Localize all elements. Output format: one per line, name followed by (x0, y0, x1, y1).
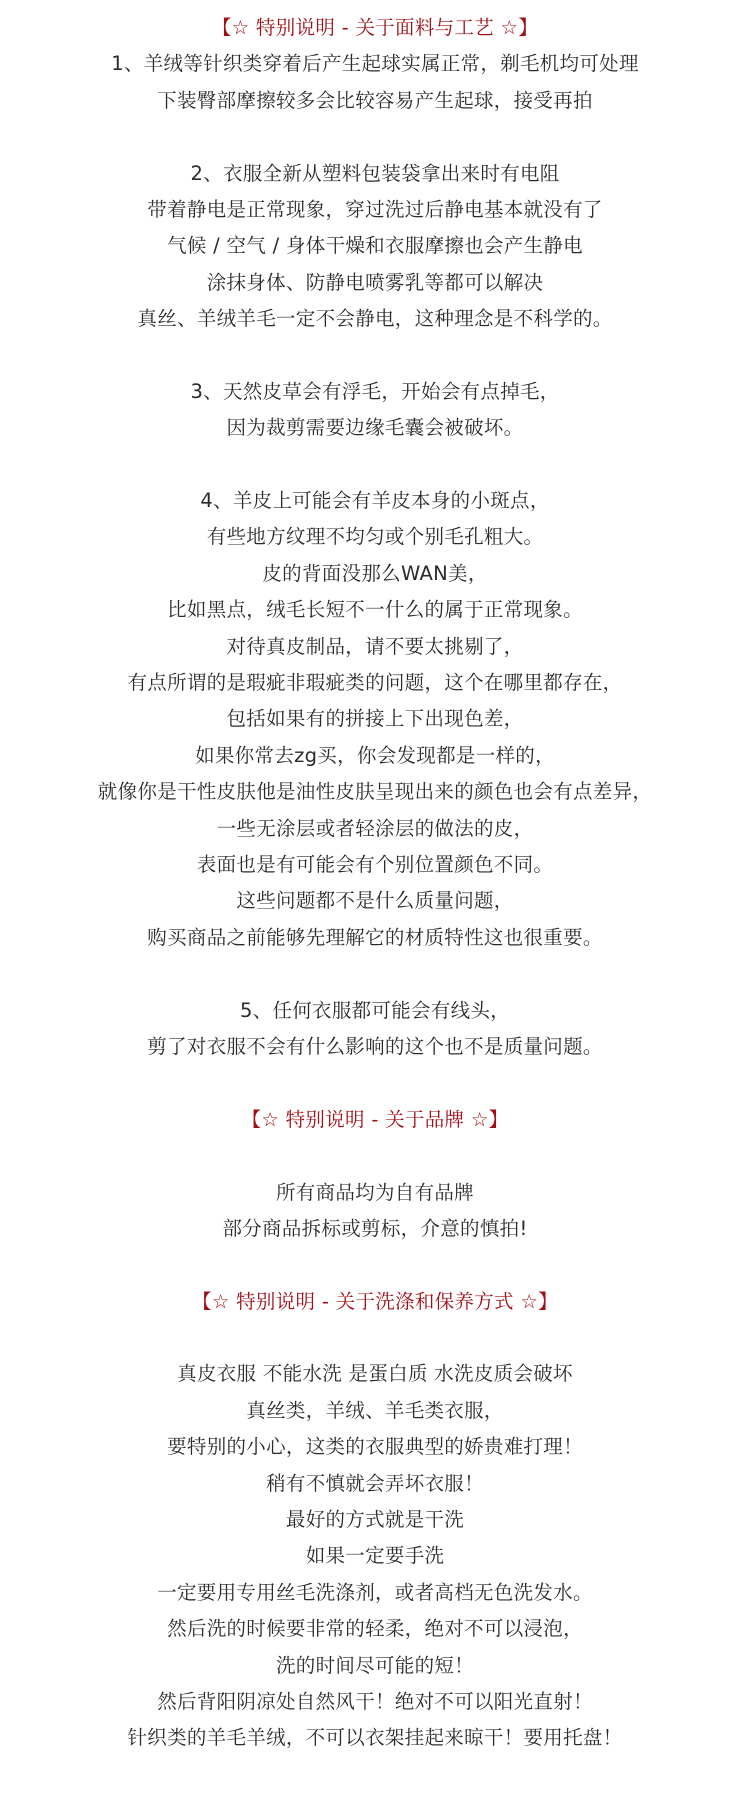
text-line: 比如黑点，绒毛长短不一什么的属于正常现象。 (167, 598, 583, 622)
text-line: 真丝、羊绒羊毛一定不会静电，这种理念是不科学的。 (137, 307, 613, 331)
text-line: 2、衣服全新从塑料包装袋拿出来时有电阻 (190, 161, 560, 185)
text-line: 剪了对衣服不会有什么影响的这个也不是质量问题。 (147, 1034, 603, 1058)
spacer (0, 1320, 750, 1356)
text-line: 如果你常去zg买，你会发现都是一样的， (195, 743, 555, 767)
text-line: 5、任何衣服都可能会有线头， (239, 998, 511, 1022)
spacer (0, 447, 750, 483)
text-line: 部分商品拆标或剪标，介意的慎拍! (222, 1216, 528, 1240)
text-line: 3、天然皮草会有浮毛，开始会有点掉毛， (190, 379, 560, 403)
text-line: 稍有不慎就会弄坏衣服！ (266, 1471, 484, 1495)
text-line: 皮的背面没那么WAN美， (262, 561, 488, 585)
spacer (0, 956, 750, 992)
text-line: 气候 / 空气 / 身体干燥和衣服摩擦也会产生静电 (167, 234, 583, 258)
text-line: 针织类的羊毛羊绒，不可以衣架挂起来晾干！要用托盘！ (127, 1726, 623, 1750)
text-line: 真皮衣服 不能水洗 是蛋白质 水洗皮质会破坏 (177, 1362, 573, 1386)
section-heading-brand: 【☆ 特别说明 - 关于品牌 ☆】 (241, 1107, 509, 1131)
text-line: 就像你是干性皮肤他是油性皮肤呈现出来的颜色也会有点差异， (97, 780, 653, 804)
spacer (0, 119, 750, 155)
text-line: 如果一定要手洗 (305, 1544, 445, 1568)
text-line: 4、羊皮上可能会有羊皮本身的小斑点， (200, 489, 550, 513)
text-line: 要特别的小心，这类的衣服典型的娇贵难打理！ (167, 1435, 583, 1459)
spacer (0, 338, 750, 374)
text-line: 然后背阳阴凉处自然风干！绝对不可以阳光直射！ (157, 1689, 593, 1713)
text-line: 1、羊绒等针织类穿着后产生起球实属正常，剃毛机均可处理 (111, 52, 639, 76)
text-line: 因为裁剪需要边缘毛囊会被破坏。 (226, 416, 524, 440)
text-line: 最好的方式就是干洗 (285, 1508, 465, 1532)
text-line: 带着静电是正常现象，穿过洗过后静电基本就没有了 (147, 197, 603, 221)
text-line: 有点所谓的是瑕疵非瑕疵类的问题，这个在哪里都存在， (127, 671, 623, 695)
text-line: 这些问题都不是什么质量问题， (236, 889, 514, 913)
text-line: 一定要用专用丝毛洗涤剂，或者高档无色洗发水。 (157, 1580, 593, 1604)
text-line: 表面也是有可能会有个别位置颜色不同。 (196, 852, 554, 876)
section-heading-care: 【☆ 特别说明 - 关于洗涤和保养方式 ☆】 (192, 1289, 558, 1313)
text-line: 所有商品均为自有品牌 (275, 1180, 474, 1204)
spacer (0, 1247, 750, 1283)
text-line: 一些无涂层或者轻涂层的做法的皮， (216, 816, 534, 840)
spacer (0, 1065, 750, 1101)
text-line: 真丝类，羊绒、羊毛类衣服， (246, 1398, 504, 1422)
text-line: 购买商品之前能够先理解它的材质特性这也很重要。 (147, 925, 603, 949)
text-line: 洗的时间尽可能的短！ (275, 1653, 474, 1677)
text-line: 对待真皮制品，请不要太挑剔了， (226, 634, 524, 658)
text-line: 有些地方纹理不均匀或个别毛孔粗大。 (206, 525, 544, 549)
text-line: 包括如果有的拼接上下出现色差， (226, 707, 524, 731)
text-line: 下装臀部摩擦较多会比较容易产生起球，接受再拍 (157, 88, 593, 112)
spacer (0, 1138, 750, 1174)
text-line: 然后洗的时候要非常的轻柔，绝对不可以浸泡， (167, 1617, 583, 1641)
text-line: 涂抹身体、防静电喷雾乳等都可以解决 (206, 270, 544, 294)
section-heading-fabric: 【☆ 特别说明 - 关于面料与工艺 ☆】 (211, 16, 539, 39)
